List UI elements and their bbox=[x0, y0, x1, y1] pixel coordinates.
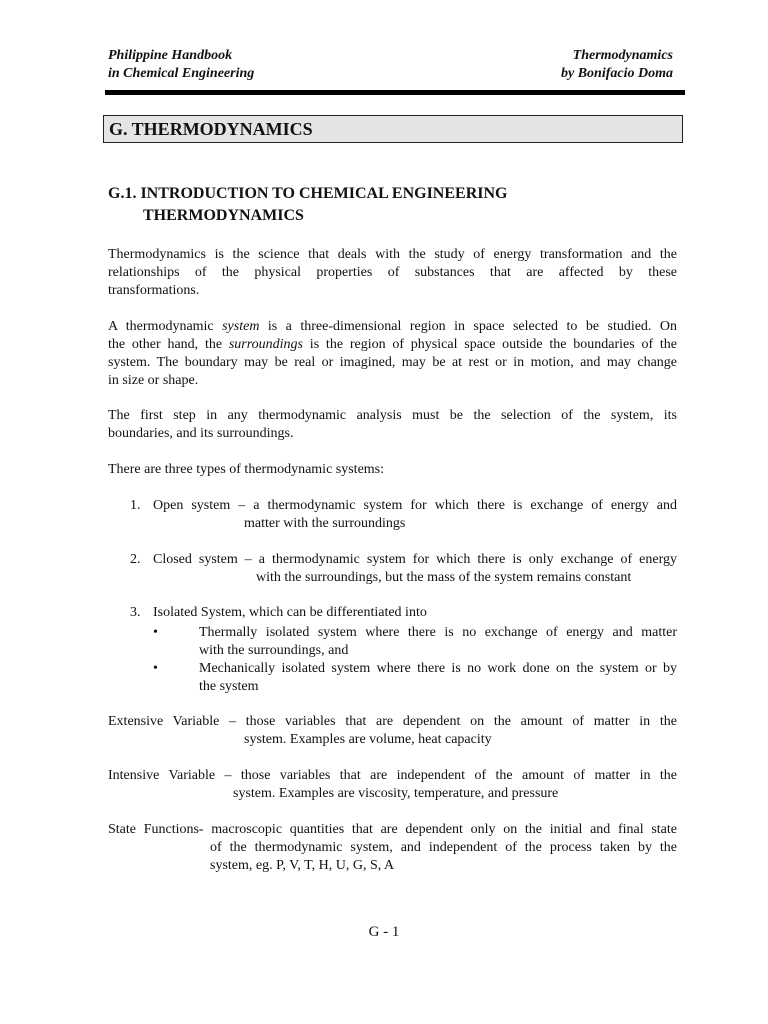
list-line: Open system – a thermodynamic system for which there is exchange of energy and bbox=[153, 498, 677, 513]
text-run: is a three-dimensional region in space selected to be studied. On bbox=[259, 319, 677, 334]
paragraph-first-step bbox=[108, 407, 677, 443]
definition-line: State Functions- macroscopic quantities that are dependent only on the initial and final state bbox=[108, 822, 677, 837]
paragraph-definition bbox=[108, 246, 677, 300]
list-item-open-system-cont: matter with the surroundings bbox=[244, 516, 406, 531]
paragraph-line: transformations. bbox=[108, 283, 200, 298]
page-number: G - 1 bbox=[368, 924, 400, 940]
list-item-open-system bbox=[153, 497, 677, 515]
text-run: is the region of physical space outside the boundaries of the bbox=[303, 337, 678, 352]
header-right-line2: by Bonifacio Doma bbox=[561, 66, 673, 81]
subsection-line1: G.1. INTRODUCTION TO CHEMICAL ENGINEERING bbox=[108, 185, 508, 202]
paragraph-system bbox=[108, 318, 677, 390]
header-book-title bbox=[108, 47, 254, 83]
definition-extensive-variable bbox=[108, 713, 677, 731]
bullet-icon: • bbox=[153, 661, 158, 676]
bullet-thermally-isolated bbox=[199, 624, 677, 660]
paragraph-line bbox=[108, 318, 677, 336]
definition-intensive-variable bbox=[108, 767, 677, 785]
list-item-closed-system-cont: with the surroundings, but the mass of the system remains constant bbox=[256, 570, 632, 585]
paragraph-line: system. The boundary may be real or imagined, may be at rest or in motion, and may change bbox=[108, 355, 677, 370]
definition-state-functions bbox=[108, 821, 677, 839]
term-surroundings: surroundings bbox=[228, 337, 304, 352]
paragraph-line bbox=[108, 336, 677, 354]
paragraph-line: in size or shape. bbox=[108, 373, 199, 388]
text-run: the other hand, the bbox=[108, 337, 229, 352]
header-left-line2: in Chemical Engineering bbox=[108, 66, 255, 81]
term-system: system bbox=[222, 319, 260, 334]
section-title-box bbox=[103, 115, 683, 143]
list-item-isolated-system: Isolated System, which can be differentiated into bbox=[153, 605, 427, 620]
bullet-mechanically-isolated bbox=[199, 660, 677, 696]
header-left-line1: Philippine Handbook bbox=[108, 48, 233, 63]
bullet-line: Thermally isolated system where there is no exchange of energy and matter bbox=[199, 625, 677, 640]
paragraph-types-intro: There are three types of thermodynamic systems: bbox=[108, 462, 385, 477]
header-chapter bbox=[561, 47, 673, 83]
list-number: 1. bbox=[130, 498, 141, 513]
definition-extensive-variable-cont: system. Examples are volume, heat capacity bbox=[244, 732, 492, 747]
subsection-heading bbox=[108, 183, 678, 227]
definition-line: Extensive Variable – those variables that are dependent on the amount of matter in the bbox=[108, 714, 677, 729]
definition-state-functions-cont bbox=[210, 839, 677, 875]
bullet-line: the system bbox=[199, 679, 259, 694]
text-run: A thermodynamic bbox=[108, 319, 223, 334]
list-item-closed-system bbox=[153, 551, 677, 569]
paragraph-line: boundaries, and its surroundings. bbox=[108, 426, 294, 441]
definition-line: of the thermodynamic system, and independent of the process taken by the bbox=[210, 840, 677, 855]
header-right-line1: Thermodynamics bbox=[572, 48, 673, 63]
bullet-line: with the surroundings, and bbox=[199, 643, 349, 658]
list-number: 2. bbox=[130, 552, 141, 567]
section-title: G. THERMODYNAMICS bbox=[109, 119, 313, 139]
definition-line: Intensive Variable – those variables that are independent of the amount of matter in the bbox=[108, 768, 677, 783]
header-rule bbox=[105, 90, 685, 95]
list-line: Closed system – a thermodynamic system for which there is only exchange of energy bbox=[153, 552, 677, 567]
bullet-line: Mechanically isolated system where there is no work done on the system or by bbox=[199, 661, 677, 676]
bullet-icon: • bbox=[153, 625, 158, 640]
definition-line: system, eg. P, V, T, H, U, G, S, A bbox=[210, 858, 395, 873]
paragraph-line: The first step in any thermodynamic analysis must be the selection of the system, its bbox=[108, 408, 677, 423]
subsection-line2: THERMODYNAMICS bbox=[143, 207, 304, 224]
list-number: 3. bbox=[130, 605, 141, 620]
paragraph-line: relationships of the physical properties of substances that are affected by these bbox=[108, 265, 677, 280]
definition-intensive-variable-cont: system. Examples are viscosity, temperature, and pressure bbox=[233, 786, 559, 801]
paragraph-line: Thermodynamics is the science that deals with the study of energy transformation and the bbox=[108, 247, 677, 262]
